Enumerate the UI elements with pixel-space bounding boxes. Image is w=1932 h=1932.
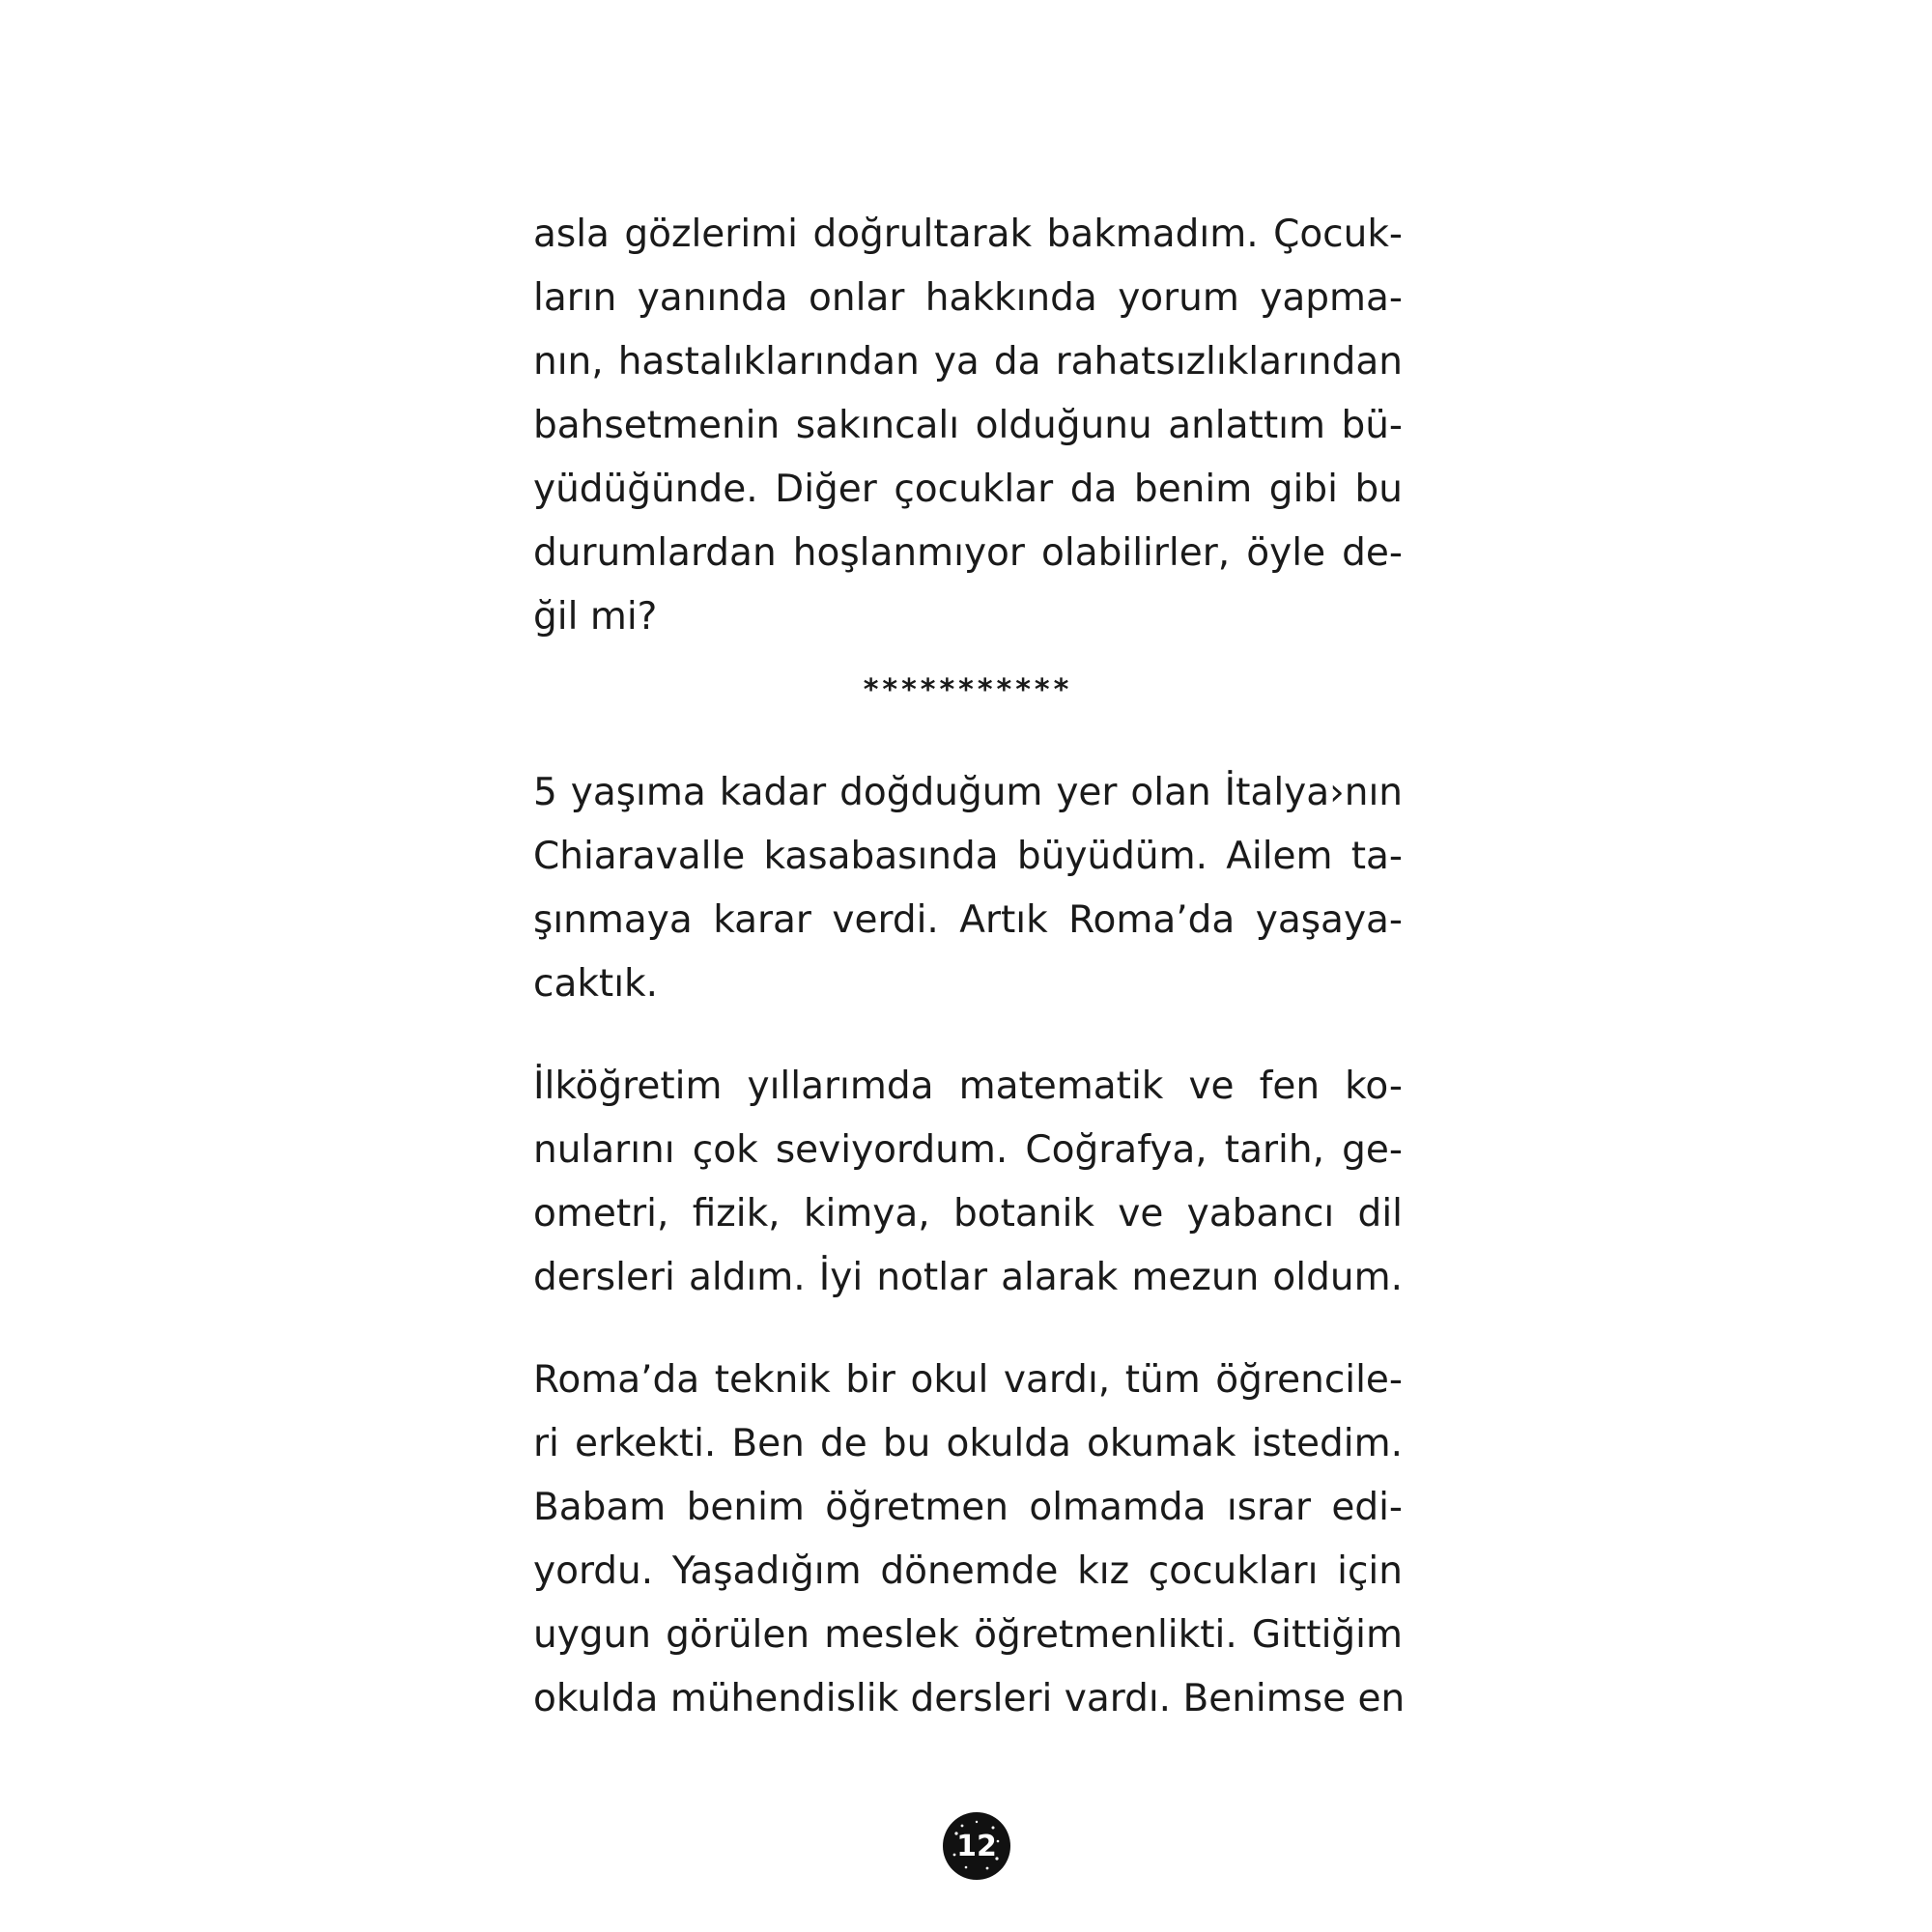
text-line: durumlardan hoşlanmıyor olabilirler, öyle de- xyxy=(533,531,1403,575)
text-line: asla gözlerimi doğrultarak bakmadım. Çocuk- xyxy=(533,213,1403,256)
text-line: Roma’da teknik bir okul vardı, tüm öğrencile- xyxy=(533,1358,1403,1402)
text-line: yüdüğünde. Diğer çocuklar da benim gibi bu xyxy=(533,468,1403,511)
page-number-badge xyxy=(943,1812,1010,1880)
text-line: ların yanında onlar hakkında yorum yapma- xyxy=(533,276,1403,320)
text-line: caktık. xyxy=(533,962,659,1006)
text-line: 5 yaşıma kadar doğduğum yer olan İtalya›nın xyxy=(533,771,1403,814)
paragraph-2 xyxy=(533,761,1403,1016)
text-line: bahsetmenin sakıncalı olduğunu anlattım bü- xyxy=(533,404,1403,447)
text-line: İlköğretim yıllarımda matematik ve fen ko- xyxy=(533,1065,1403,1108)
paragraph-1 xyxy=(533,203,1403,649)
text-line: nın, hastalıklarından ya da rahatsızlıklarından xyxy=(533,340,1403,384)
text-line: uygun görülen meslek öğretmenlikti. Gittiğim xyxy=(533,1613,1403,1657)
text-line: yordu. Yaşadığım dönemde kız çocukları için xyxy=(533,1549,1403,1593)
text-line: şınmaya karar verdi. Artık Roma’da yaşaya- xyxy=(533,898,1403,942)
text-line: okulda mühendislik dersleri vardı. Benimse en xyxy=(533,1677,1406,1720)
paragraph-3 xyxy=(533,1055,1403,1310)
text-line: nularını çok seviyordum. Coğrafya, tarih, ge- xyxy=(533,1128,1403,1172)
text-line: ri erkekti. Ben de bu okulda okumak istedim. xyxy=(533,1422,1403,1465)
section-separator: *********** xyxy=(863,673,1073,707)
text-column xyxy=(533,203,1406,1731)
text-line: ğil mi? xyxy=(533,595,658,639)
text-line: ometri, fizik, kimya, botanik ve yabancı dil xyxy=(533,1192,1403,1236)
page-number: 12 xyxy=(956,1829,997,1863)
text-line: dersleri aldım. İyi notlar alarak mezun oldum. xyxy=(533,1256,1403,1299)
paragraph-4 xyxy=(533,1349,1406,1731)
text-line: Babam benim öğretmen olmamda ısrar edi- xyxy=(533,1486,1403,1529)
text-line: Chiaravalle kasabasında büyüdüm. Ailem ta- xyxy=(533,835,1403,878)
